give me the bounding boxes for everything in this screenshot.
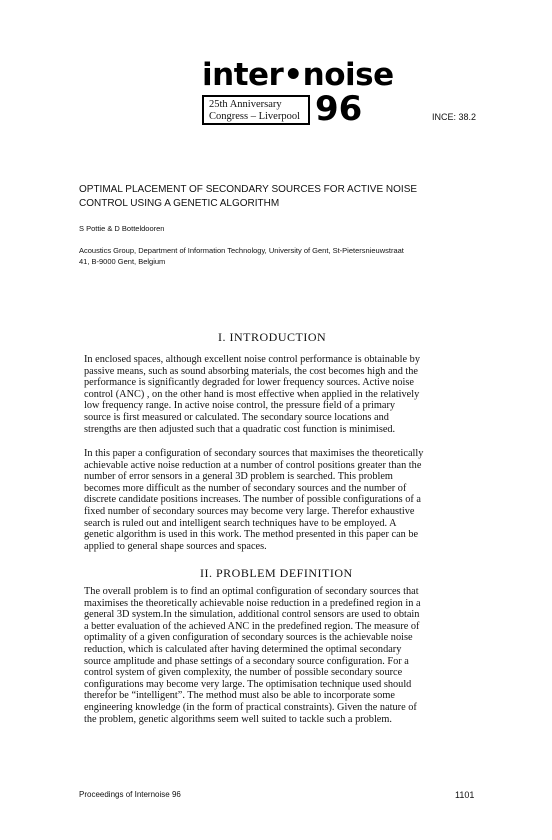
paper-reference: INCE: 38.2	[432, 112, 477, 122]
text-line: therefor be “intelligent”. The method must also be able to incorporate some	[84, 690, 395, 702]
section-heading-introduction: I. INTRODUCTION	[218, 330, 327, 344]
conference-logo	[202, 57, 394, 130]
text-line: achievable active noise reduction at a number of control positions greater than the	[84, 459, 422, 471]
affiliation-line: Acoustics Group, Department of Information Technology, University of Gent, St-Pietersnieuwstraat	[79, 246, 404, 255]
affiliation-line: 41, B-9000 Gent, Belgium	[79, 257, 166, 266]
paragraph	[84, 586, 476, 725]
text-line: the problem, genetic algorithms seem well suited to tackle such a problem.	[84, 713, 392, 725]
text-line: discrete candidate positions increases. The number of possible configurations of a	[84, 494, 421, 506]
text-line: becomes more difficult as the number of secondary sources and the number of	[84, 482, 407, 494]
text-line: low frequency range. In active noise control, the pressure field of a primary	[84, 400, 396, 412]
authors: S Pottie & D Botteldooren	[79, 224, 165, 233]
title-line: OPTIMAL PLACEMENT OF SECONDARY SOURCES FOR ACTIVE NOISE	[79, 184, 418, 195]
section-heading-problem-definition: II. PROBLEM DEFINITION	[200, 566, 353, 580]
text-line: control system of given complexity, the number of possible secondary source	[84, 667, 403, 679]
text-line: In this paper a configuration of secondary sources that maximises the theoretically	[84, 448, 424, 459]
text-line: search is ruled out and intelligent search techniques have to be employed. A	[84, 517, 397, 529]
text-line: source is first measured or calculated. The secondary source locations and	[84, 411, 389, 423]
logo-wordmark: inter•noise	[202, 57, 394, 93]
logo-box-line-1: 25th Anniversary	[209, 99, 282, 110]
text-line: The overall problem is to find an optimal configuration of secondary sources that	[84, 586, 419, 597]
page-number: 1101	[455, 790, 475, 800]
logo-box-line-2: Congress – Liverpool	[209, 111, 300, 122]
text-line: reduction, which is calculated after having determined the optimal secondary	[84, 643, 402, 655]
text-line: applied to general shape sources and spaces.	[84, 540, 267, 552]
text-line: source amplitude and phase settings of a secondary source configuration. For a	[84, 655, 409, 667]
logo-anniversary-box	[202, 95, 310, 125]
text-line: passive means, such as sound absorbing materials, the cost becomes high and the	[84, 365, 419, 377]
paragraph	[84, 448, 476, 552]
text-line: maximises the theoretically achievable noise reduction in a predefined region in a	[84, 597, 421, 609]
text-line: general 3D system.In the simulation, additional control sensors are used to obtain	[84, 609, 420, 621]
text-line: a better evaluation of the achieved ANC in the predefined region. The measure of	[84, 620, 420, 632]
text-line: optimality of a given configuration of secondary sources is the achievable noise	[84, 632, 413, 644]
text-line: number of error sensors in a general 3D problem is searched. This problem	[84, 471, 393, 483]
text-line: engineering knowledge (in the form of practical constraints). Given the nature of	[84, 701, 417, 713]
text-line: In enclosed spaces, although excellent noise control performance is obtainable by	[84, 354, 420, 365]
paragraph	[84, 354, 476, 435]
text-line: performance is significantly degraded for lower frequency sources. Active noise	[84, 377, 414, 389]
logo-year: 96	[315, 89, 363, 129]
footer-proceedings: Proceedings of Internoise 96	[79, 790, 181, 799]
text-line: strengths are then adjusted such that a quadratic cost function is minimised.	[84, 423, 396, 435]
text-line: fixed number of secondary sources may become very large. Therefor exhaustive	[84, 505, 415, 517]
text-line: configurations may become very large. The optimisation technique used should	[84, 678, 412, 690]
text-line: control (ANC) , on the other hand is most effective when applied in the relatively	[84, 388, 420, 400]
title-line: CONTROL USING A GENETIC ALGORITHM	[79, 198, 280, 209]
affiliation	[79, 245, 404, 267]
paper-title	[79, 183, 499, 211]
text-line: genetic algorithm is used in this work. The method presented in this paper can be	[84, 529, 419, 541]
